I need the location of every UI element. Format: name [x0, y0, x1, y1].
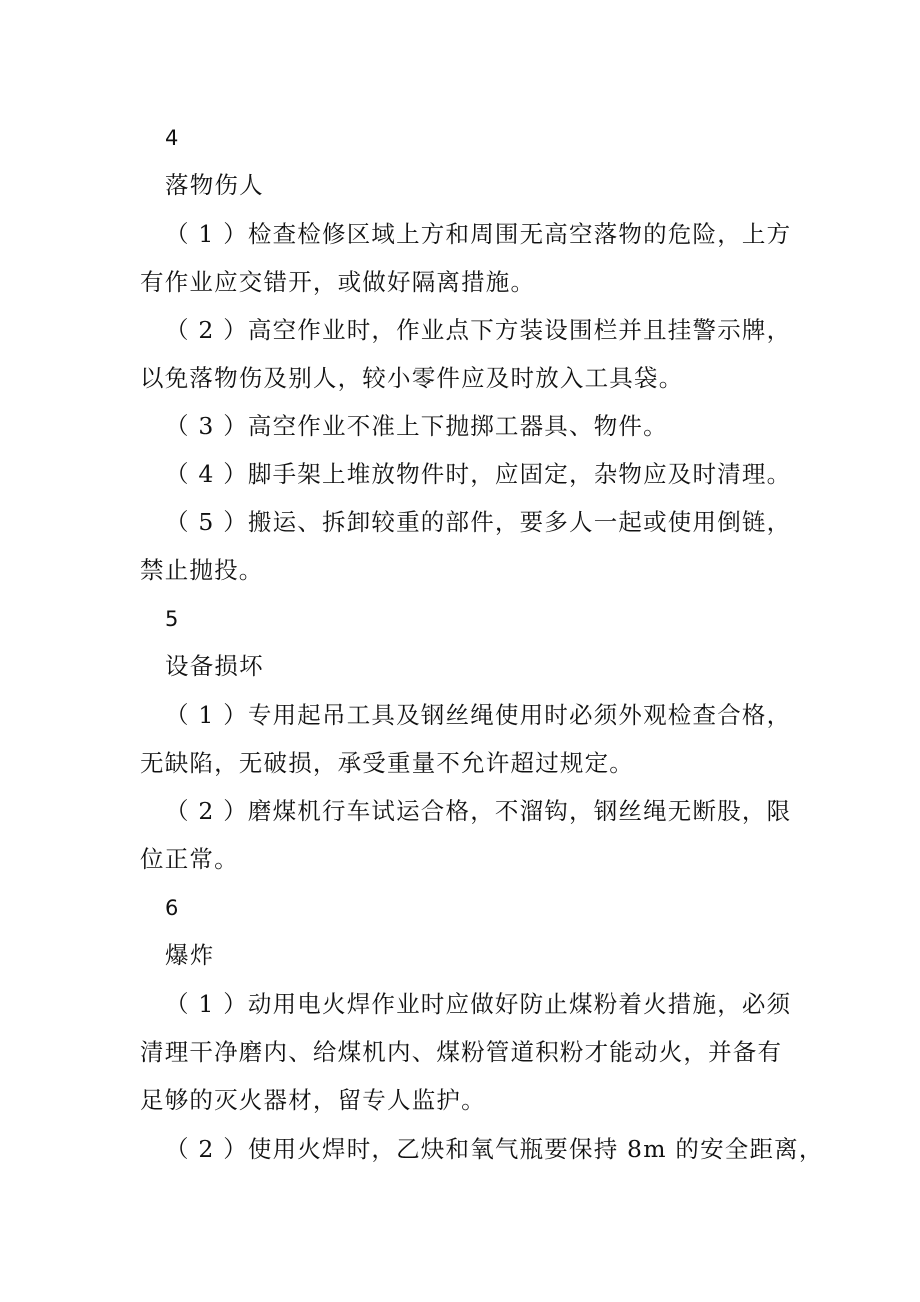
paragraph-line: 无缺陷，无破损，承受重量不允许超过规定。 [140, 749, 634, 777]
paragraph-line: 禁止抛投。 [140, 556, 264, 584]
paragraph-line: （ 1 ）专用起吊工具及钢丝绳使用时必须外观检查合格， [165, 701, 792, 729]
paragraph-line: 有作业应交错开，或做好隔离措施。 [140, 268, 536, 296]
paragraph-line: （ 3 ）高空作业不准上下抛掷工器具、物件。 [165, 412, 668, 440]
section-number: 5 [165, 607, 180, 631]
paragraph-line: 以免落物伤及别人，较小零件应及时放入工具袋。 [140, 364, 684, 392]
section-title: 落物伤人 [165, 171, 264, 199]
paragraph-line: （ 4 ）脚手架上堆放物件时，应固定，杂物应及时清理。 [165, 460, 792, 488]
section-title: 爆炸 [165, 941, 215, 969]
paragraph-line: （ 1 ）检查检修区域上方和周围无高空落物的危险，上方 [165, 220, 792, 248]
paragraph-line: （ 1 ）动用电火焊作业时应做好防止煤粉着火措施，必须 [165, 990, 792, 1018]
section-number: 6 [165, 896, 180, 920]
paragraph-line: 位正常。 [140, 845, 239, 873]
section-title: 设备损坏 [165, 652, 264, 680]
paragraph-line: （ 2 ）磨煤机行车试运合格，不溜钩，钢丝绳无断股，限 [165, 797, 792, 825]
paragraph-line: 足够的灭火器材，留专人监护。 [140, 1086, 486, 1114]
paragraph-line: （ 5 ）搬运、拆卸较重的部件，要多人一起或使用倒链， [165, 508, 792, 536]
paragraph-line: （ 2 ）使用火焊时，乙炔和氧气瓶要保持 8m 的安全距离， [165, 1135, 824, 1163]
paragraph-line: 清理干净磨内、给煤机内、煤粉管道积粉才能动火，并备有 [140, 1038, 783, 1066]
paragraph-line: （ 2 ）高空作业时，作业点下方装设围栏并且挂警示牌， [165, 316, 792, 344]
section-number: 4 [165, 126, 180, 150]
